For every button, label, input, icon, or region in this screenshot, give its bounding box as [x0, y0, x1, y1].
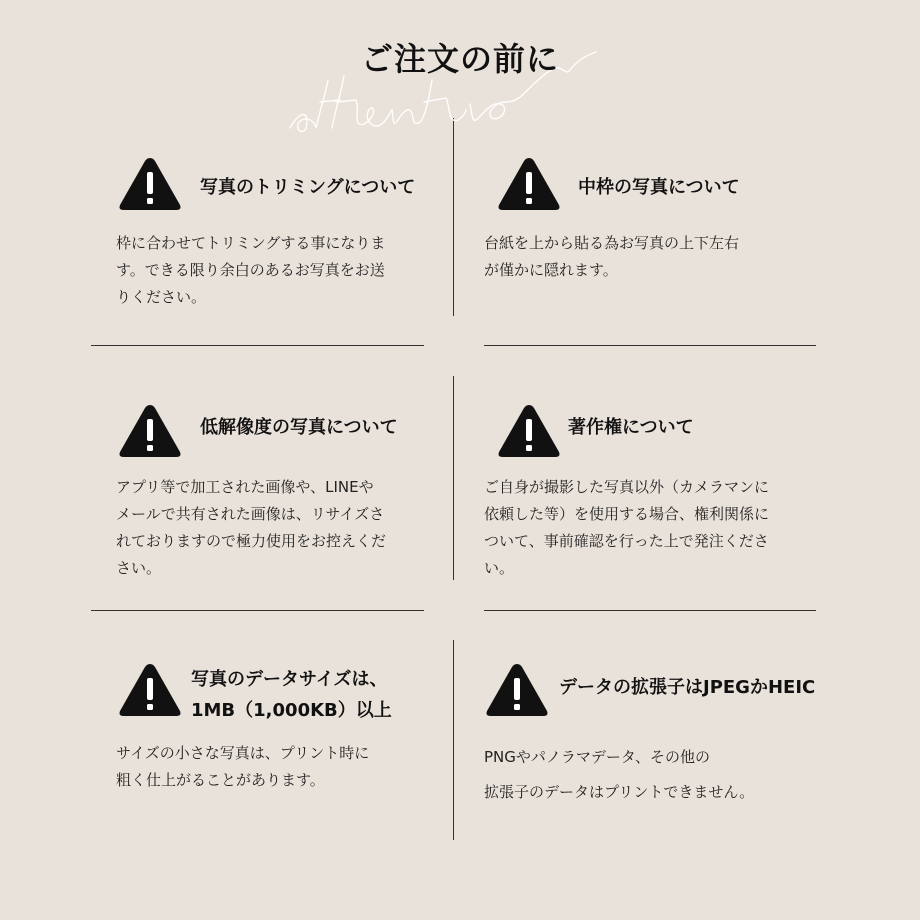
section-heading: 写真のデータサイズは、 1MB（1,000KB）以上: [191, 669, 392, 721]
section-body: 台紙を上から貼る為お写真の上下左右 が僅かに隠れます。: [484, 234, 740, 279]
divider-horizontal-right-2: [484, 610, 816, 611]
divider-horizontal-left-1: [91, 345, 424, 346]
warning-triangle-icon: [496, 402, 562, 460]
warning-triangle-icon: [484, 661, 550, 719]
divider-horizontal-left-2: [91, 610, 424, 611]
divider-vertical-1: [453, 118, 454, 316]
section-heading: 写真のトリミングについて: [200, 177, 416, 198]
section-body: 枠に合わせてトリミングする事になりま す。できる限り余白のあるお写真をお送 りください。: [116, 234, 386, 306]
divider-vertical-2: [453, 376, 454, 580]
divider-vertical-3: [453, 640, 454, 840]
section-body: サイズの小さな写真は、プリント時に 粗く仕上がることがあります。: [116, 744, 370, 789]
section-heading: 著作権について: [568, 417, 694, 438]
section-body: ご自身が撮影した写真以外（カメラマンに 依頼した等）を使用する場合、権利関係に ついて、事前確認を行った上で発注くださ い。: [484, 478, 770, 577]
page-title: ご注文の前に: [360, 40, 559, 78]
warning-triangle-icon: [496, 155, 562, 213]
warning-triangle-icon: [117, 402, 183, 460]
section-heading: 低解像度の写真について: [200, 417, 398, 438]
section-body: アプリ等で加工された画像や、LINEや メールで共有された画像は、リサイズさ れておりますので極力使用をお控えくだ さい。: [116, 478, 387, 577]
section-heading: データの拡張子はJPEGかHEIC: [559, 677, 816, 698]
section-body: PNGやパノラマデータ、その他の 拡張子のデータはプリントできません。: [484, 748, 755, 801]
warning-triangle-icon: [117, 661, 183, 719]
warning-triangle-icon: [117, 155, 183, 213]
section-heading: 中枠の写真について: [578, 177, 740, 198]
divider-horizontal-right-1: [484, 345, 816, 346]
